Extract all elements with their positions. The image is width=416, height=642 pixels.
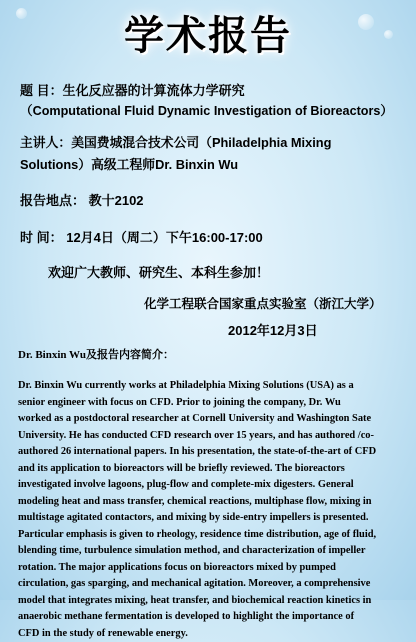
time: 时 间： 12月4日（周二）下午16:00-17:00 xyxy=(20,227,263,246)
intro-line: worked as a postdoctoral researcher at Cornell University and Washington Sate xyxy=(18,411,402,428)
topic-label: 题 目： xyxy=(20,83,63,98)
intro-line: modeling heat and mass transfer, chemical reactions, multiphase flow, mixing in xyxy=(18,494,402,511)
page-title: 学术报告 xyxy=(0,4,416,61)
topic-en: （Computational Fluid Dynamic Investigation of Bioreactors） xyxy=(20,100,393,119)
intro-line: University. He has conducted CFD research over 15 years, and has authored /co- xyxy=(18,428,402,445)
speaker-line-1: 主讲人：美国费城混合技术公司（Philadelphia Mixing xyxy=(20,132,331,151)
welcome-text: 欢迎广大教师、研究生、本科生参加！ xyxy=(48,262,269,281)
topic-cn: 生化反应器的计算流体力学研究 xyxy=(63,83,245,98)
intro-line: Dr. Binxin Wu currently works at Philadelphia Mixing Solutions (USA) as a xyxy=(18,378,402,395)
intro-line: Particular emphasis is given to rheology, residence time distribution, age of fluid, xyxy=(18,527,402,544)
intro-line: and its application to bioreactors will be briefly reviewed. The bioreactors xyxy=(18,461,402,478)
intro-heading: Dr. Binxin Wu及报告内容简介： xyxy=(18,346,174,362)
intro-line: multistage agitated contactors, and mixing by side-entry impellers is presented. xyxy=(18,510,402,527)
intro-line: senior engineer with focus on CFD. Prior to joining the company, Dr. Wu xyxy=(18,395,402,412)
speaker-line-2: Solutions）高级工程师Dr. Binxin Wu xyxy=(20,154,238,173)
organizer: 化学工程联合国家重点实验室（浙江大学） xyxy=(144,294,382,312)
intro-line: anaerobic methane fermentation is developed to highlight the importance of xyxy=(18,609,402,626)
intro-line: rotation. The major applications focus on bioreactors mixed by pumped xyxy=(18,560,402,577)
location: 报告地点： 教十2102 xyxy=(20,190,144,209)
topic-row xyxy=(20,80,245,99)
intro-line: blending time, turbulence simulation method, and characterization of impeller xyxy=(18,543,402,560)
intro-line: model that integrates mixing, heat transfer, and biochemical reaction kinetics in xyxy=(18,593,402,610)
intro-line: investigated involve lagoons, plug-flow and complete-mix digesters. General xyxy=(18,477,402,494)
date: 2012年12月3日 xyxy=(228,320,318,339)
intro-line: authored 26 international papers. In his presentation, the state-of-the-art of CFD xyxy=(18,444,402,461)
intro-line: circulation, gas sparging, and mechanical agitation. Moreover, a comprehensive xyxy=(18,576,402,593)
intro-line: CFD in the study of renewable energy. xyxy=(18,626,402,642)
